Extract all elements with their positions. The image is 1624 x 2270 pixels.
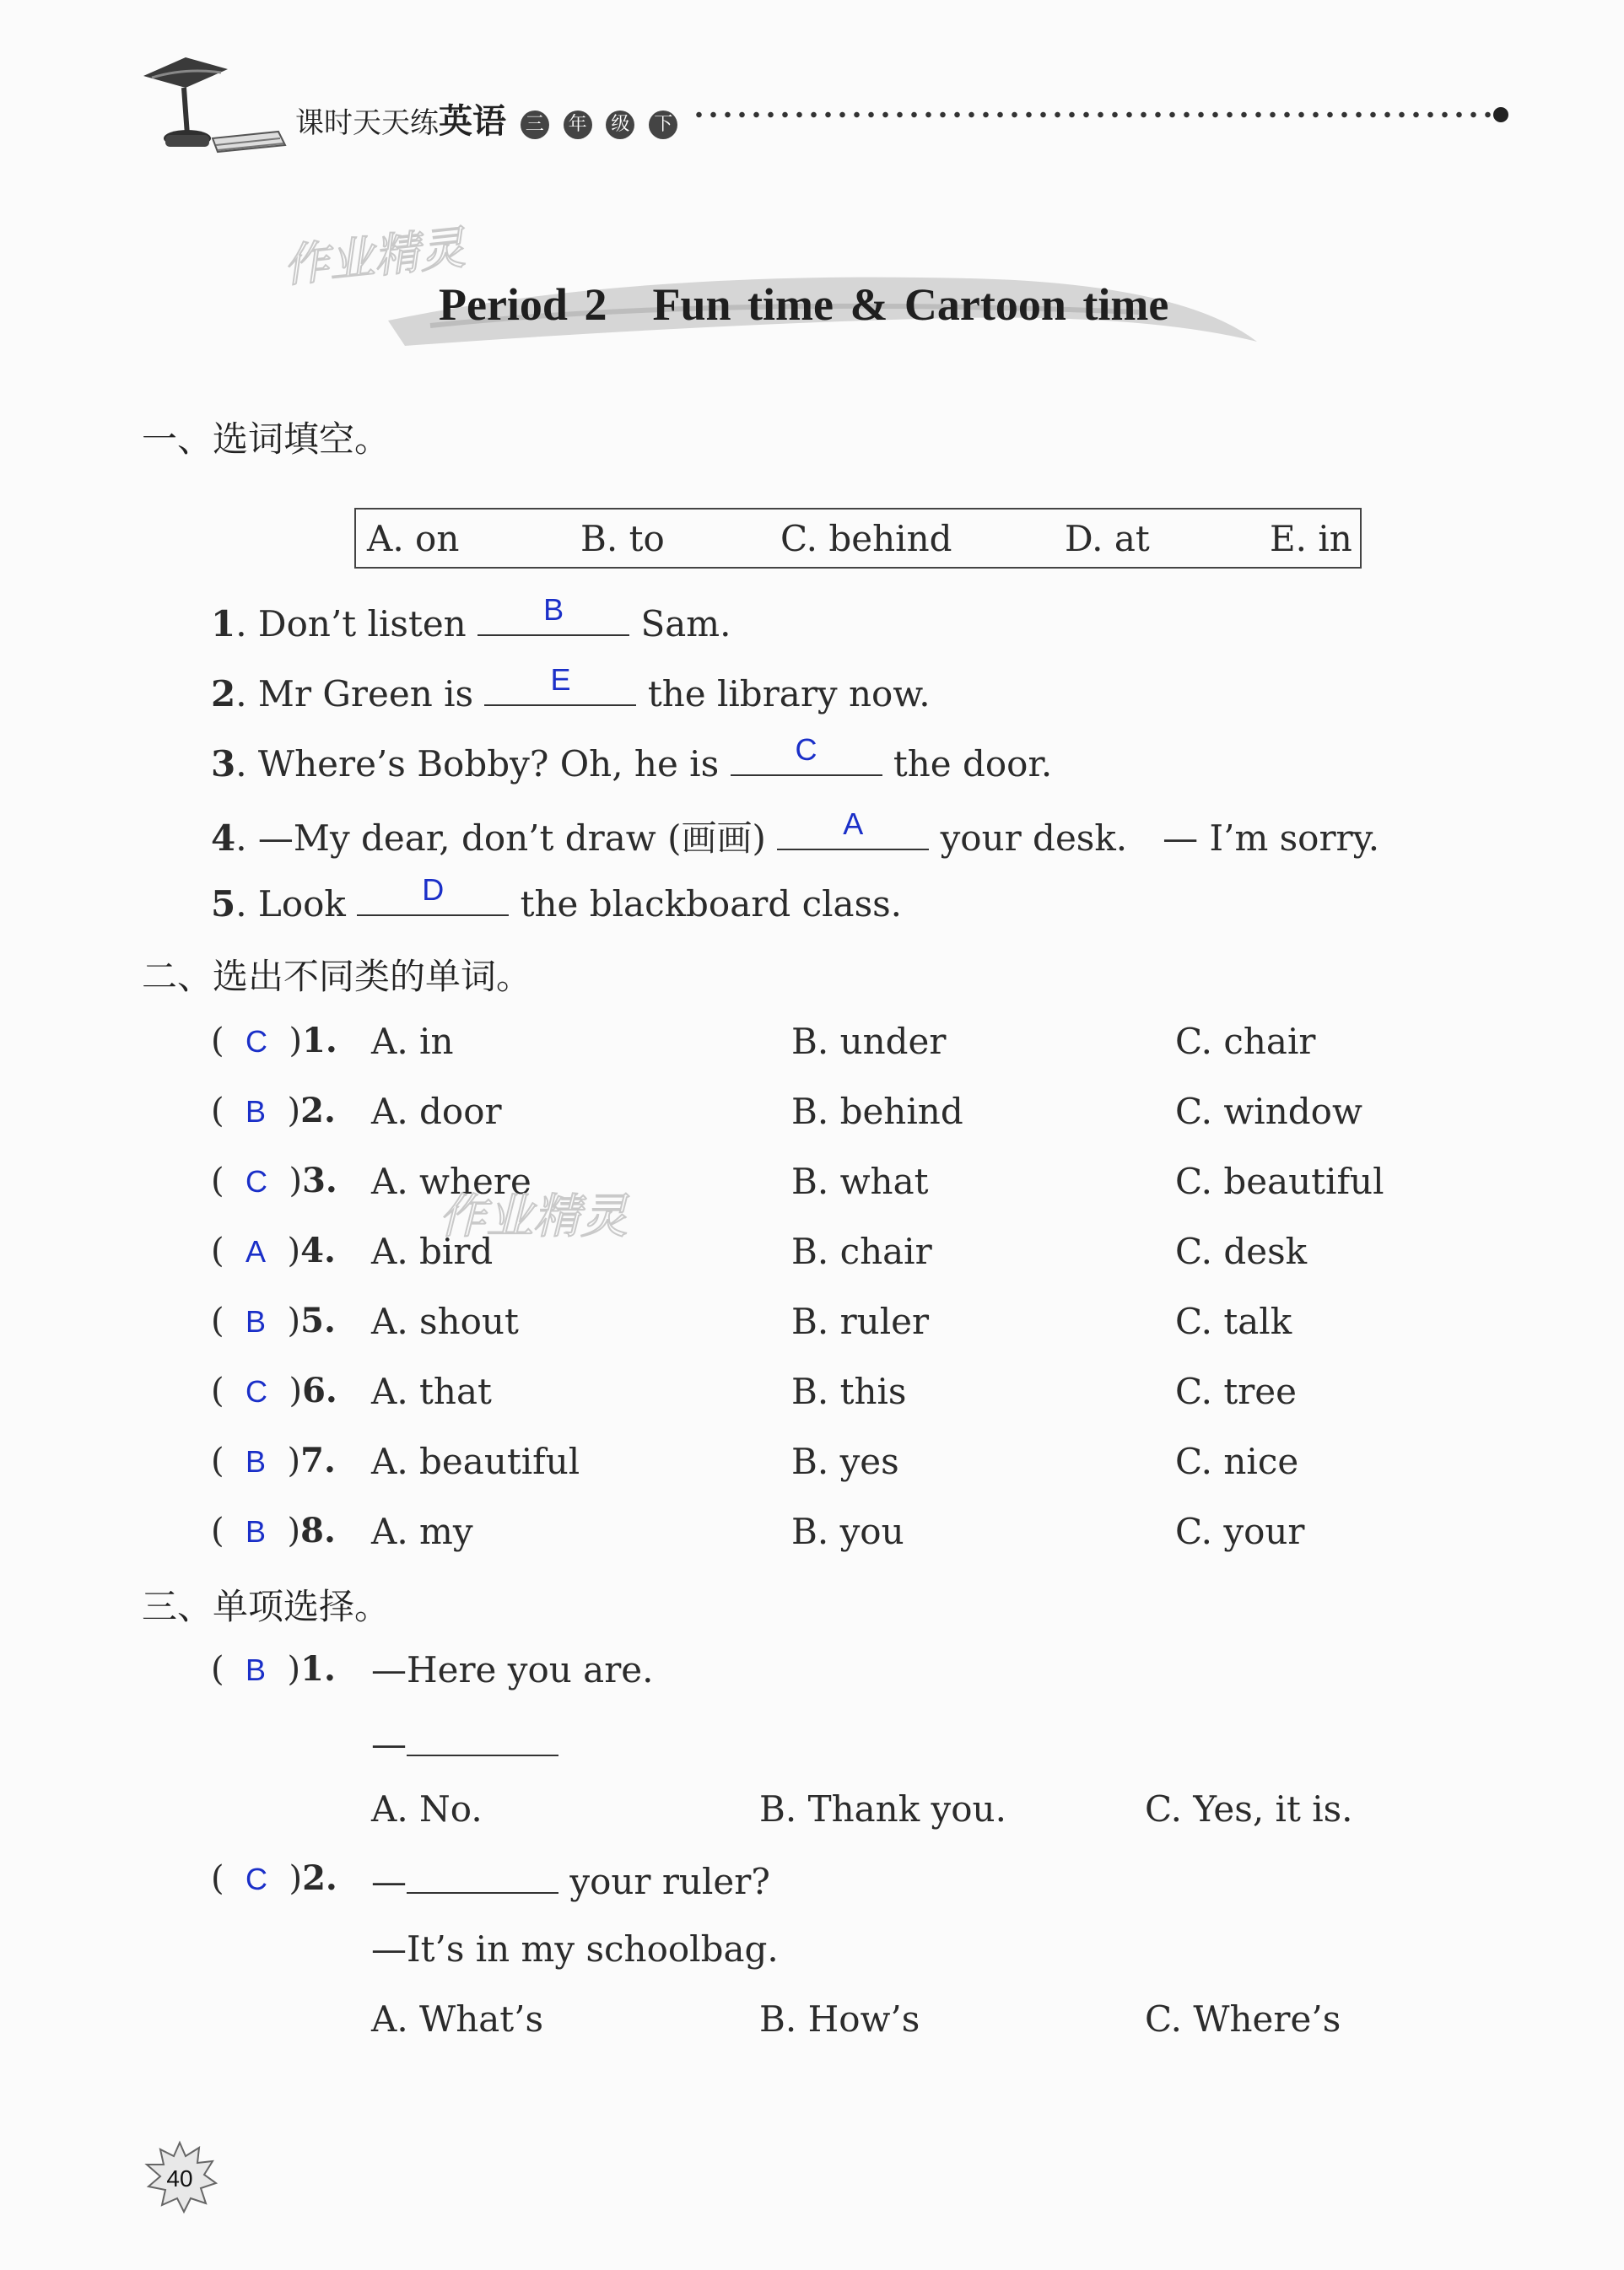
s3-q2-line1 (371, 1858, 770, 1902)
s2-q7-option-a: A. beautiful (371, 1441, 580, 1482)
s2-q2-option-b: B. behind (791, 1091, 963, 1132)
question-text-after: the library now. (647, 673, 931, 714)
header-title (295, 94, 677, 143)
section3-heading: 三、单项选择。 (142, 1586, 391, 1627)
answer-letter: D (422, 872, 445, 907)
s3-q1-line1: —Here you are. (371, 1649, 654, 1690)
answer-letter: A (843, 806, 864, 841)
answer-letter: B (245, 1653, 267, 1687)
grade-char-4: 下 (649, 111, 677, 139)
watermark-top: 作业精灵 (280, 220, 468, 294)
question-number: 2. (300, 1091, 336, 1130)
answer-letter: C (245, 1374, 268, 1409)
answer-letter: A (245, 1234, 267, 1269)
answer-letter: C (795, 732, 817, 767)
s3-q2-option-c: C. Where’s (1145, 1998, 1341, 2040)
s2-q4-option-b: B. chair (791, 1231, 932, 1272)
s2-q4-option-a: A. bird (371, 1231, 494, 1272)
question-number: 7. (300, 1441, 336, 1480)
question-text-after: your desk. — I’m sorry. (940, 817, 1380, 859)
answer-letter: C (245, 1164, 268, 1199)
s2-answer-paren-1[interactable]: ( C )1. (211, 1021, 337, 1060)
s2-answer-paren-4[interactable]: ( A )4. (211, 1231, 336, 1270)
option-c: C. behind (780, 518, 952, 559)
s3-q1-line2 (371, 1721, 558, 1765)
page-number: 40 (166, 2165, 193, 2192)
question-number: 2 (211, 673, 236, 714)
answer-letter: B (245, 1514, 267, 1549)
question-number: 8. (300, 1511, 336, 1550)
question-number: 1 (211, 603, 236, 644)
s2-q5-option-c: C. talk (1175, 1301, 1292, 1342)
s2-q3-option-a: A. where (371, 1161, 531, 1202)
s2-q6-option-c: C. tree (1175, 1371, 1298, 1412)
question-number: 1. (302, 1021, 337, 1060)
s2-q3-option-c: C. beautiful (1175, 1161, 1384, 1202)
s2-answer-paren-8[interactable]: ( B )8. (211, 1511, 336, 1550)
question-text-after: Sam. (640, 603, 731, 644)
question-text-after: the door. (893, 743, 1053, 785)
section1-heading: 一、选词填空。 (142, 418, 391, 460)
s2-q1-option-b: B. under (791, 1021, 947, 1062)
answer-blank[interactable] (731, 732, 882, 776)
s3-q2-option-b: B. How’s (759, 1998, 920, 2040)
s3-q2-line2: —It’s in my schoolbag. (371, 1928, 779, 1970)
s2-q6-option-b: B. this (791, 1371, 907, 1412)
answer-blank[interactable] (477, 592, 629, 636)
answer-letter: B (245, 1094, 267, 1129)
question-number: 5. (300, 1301, 336, 1340)
s1-question-5 (211, 872, 903, 925)
question-number: 2. (302, 1858, 337, 1898)
answer-letter: E (550, 662, 571, 697)
answer-blank[interactable] (407, 1721, 558, 1756)
option-e: E. in (1270, 518, 1352, 559)
s2-q2-option-a: A. door (371, 1091, 502, 1132)
answer-letter: B (245, 1304, 267, 1339)
s2-answer-paren-5[interactable]: ( B )5. (211, 1301, 336, 1340)
s1-question-4 (211, 806, 1380, 861)
question-text-after: the blackboard class. (520, 883, 903, 925)
grade-char-2: 年 (564, 111, 592, 139)
header-subject: 英语 (439, 102, 506, 141)
option-a: A. on (367, 518, 460, 559)
question-text: . —My dear, don’t draw (画画) (235, 817, 766, 859)
s2-q8-option-c: C. your (1175, 1511, 1305, 1552)
s3-answer-paren-2[interactable]: ( C )2. (211, 1858, 337, 1898)
option-b: B. to (580, 518, 665, 559)
page-title: Period 2 Fun time & Cartoon time (439, 279, 1169, 330)
question-number: 3 (211, 743, 236, 785)
s2-q3-option-b: B. what (791, 1161, 929, 1202)
s2-answer-paren-6[interactable]: ( C )6. (211, 1371, 337, 1410)
grade-char-3: 级 (606, 111, 634, 139)
s2-q1-option-a: A. in (371, 1021, 454, 1062)
header-rule-end-dot (1493, 107, 1508, 122)
s2-q1-option-c: C. chair (1175, 1021, 1316, 1062)
question-number: 6. (302, 1371, 337, 1410)
question-text: . Don’t listen (235, 603, 467, 644)
s2-q2-option-c: C. window (1175, 1091, 1362, 1132)
section2-heading: 二、选出不同类的单词。 (142, 956, 532, 997)
question-number: 5 (211, 883, 236, 925)
answer-letter: B (245, 1444, 267, 1479)
s2-answer-paren-3[interactable]: ( C )3. (211, 1161, 337, 1200)
question-number: 4. (300, 1231, 336, 1270)
question-text: your ruler? (569, 1861, 770, 1902)
s2-q7-option-b: B. yes (791, 1441, 899, 1482)
s1-question-3 (211, 732, 1053, 785)
s3-q1-option-a: A. No. (371, 1788, 483, 1830)
answer-letter: C (245, 1862, 268, 1896)
answer-blank[interactable] (407, 1858, 558, 1894)
s1-question-2 (211, 662, 931, 714)
s2-q8-option-b: B. you (791, 1511, 904, 1552)
question-number: 3. (302, 1161, 337, 1200)
answer-blank[interactable] (484, 662, 636, 706)
s2-q8-option-a: A. my (371, 1511, 473, 1552)
s2-q5-option-a: A. shout (371, 1301, 519, 1342)
header-series: 课时天天练 (295, 106, 439, 140)
s2-q4-option-c: C. desk (1175, 1231, 1308, 1272)
answer-blank[interactable] (357, 872, 509, 916)
s2-answer-paren-2[interactable]: ( B )2. (211, 1091, 336, 1130)
header-dotted-rule (692, 111, 1497, 118)
s3-answer-paren-1[interactable]: ( B )1. (211, 1649, 336, 1689)
dash: — (371, 1723, 407, 1765)
dash: — (371, 1861, 407, 1902)
s3-q1-option-c: C. Yes, it is. (1145, 1788, 1353, 1830)
option-d: D. at (1065, 518, 1150, 559)
question-text: . Where’s Bobby? Oh, he is (235, 743, 720, 785)
grade-char-1: 三 (521, 111, 549, 139)
question-text: . Mr Green is (235, 673, 474, 714)
s2-q5-option-b: B. ruler (791, 1301, 930, 1342)
answer-letter: B (543, 592, 564, 627)
s3-q2-option-a: A. What’s (371, 1998, 544, 2040)
s2-q7-option-c: C. nice (1175, 1441, 1299, 1482)
s1-question-1 (211, 592, 731, 644)
s2-q6-option-a: A. that (371, 1371, 492, 1412)
s2-answer-paren-7[interactable]: ( B )7. (211, 1441, 336, 1480)
question-number: 1. (300, 1649, 336, 1689)
answer-letter: C (245, 1024, 268, 1059)
page-number-badge (142, 2139, 218, 2215)
question-text: . Look (235, 883, 346, 925)
s3-q1-option-b: B. Thank you. (759, 1788, 1006, 1830)
watermark-middle: 作业精灵 (439, 1189, 628, 1244)
desk-lamp-icon (135, 51, 295, 160)
answer-blank[interactable] (777, 806, 929, 850)
question-number: 4 (211, 817, 236, 859)
